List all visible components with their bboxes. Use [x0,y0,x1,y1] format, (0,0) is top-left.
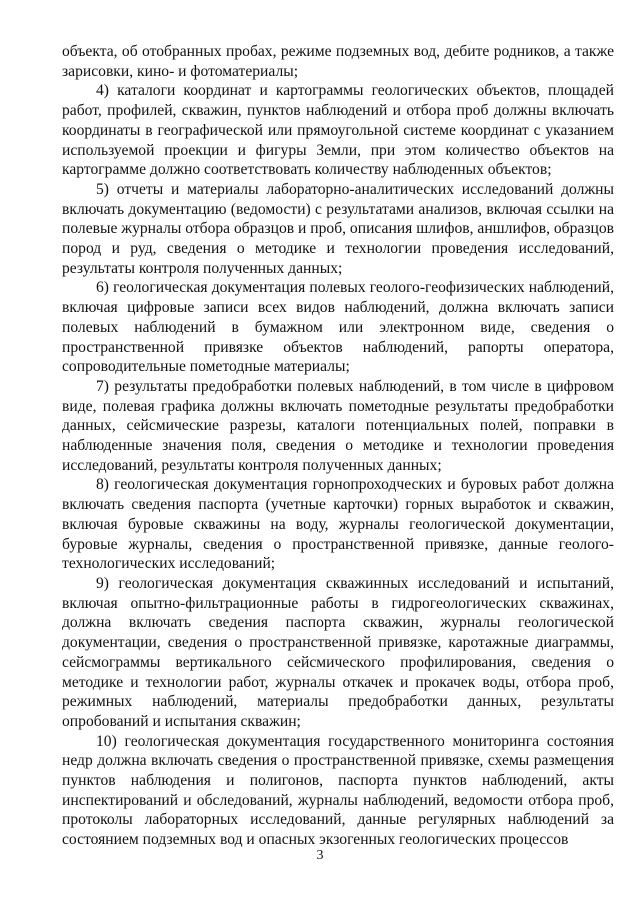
paragraph-item-5: 5) отчеты и материалы лабораторно-аналитических исследований должны включать документацию (ведомости) с результатами анализов, включая ссылки на полевые журналы отбора образцов и проб, описания шлифов, аншлифов, образцов пород и руд, сведения о методике и технологии проведения исследований, результаты контроля полученных данных; [62,180,614,277]
page-number: 3 [316,848,324,863]
paragraph-item-8: 8) геологическая документация горнопроходческих и буровых работ должна включать сведения паспорта (учетные карточки) горных выработок и скважин, включая буровые скважины на воду, журналы геологической документации, буровые журналы, сведения о пространственной привязке, данные геолого-технологических исследований; [62,476,614,573]
paragraph-item-9: 9) геологическая документация скважинных исследований и испытаний, включая опытно-фильтрационные работы в гидрогеологических скважинах, должна включать сведения паспорта скважин, журналы геологической документации, сведения о пространственной привязке, каротажные диаграммы, сейсмограммы вертикального сейсмического профилирования, сведения о методике и технологии работ, журналы откачек и прокачек воды, отбора проб, режимных наблюдений, материалы предобработки данных, результаты опробований и испытания скважин; [62,574,614,730]
paragraph-item-10: 10) геологическая документация государственного мониторинга состояния недр должна включать сведения о пространственной привязке, схемы размещения пунктов наблюдения и полигонов, паспорта пунктов наблюдений, акты инспектирований и обследований, журналы наблюдений, ведомости отбора проб, протоколы лабораторных исследований, данные регулярных наблюдений за состоянием подземных вод и опасных экзогенных геологических процессов [62,732,614,849]
document-body [62,42,614,850]
paragraph-continuation: объекта, об отобранных пробах, режиме подземных вод, дебите родников, а также зарисовки, кино- и фотоматериалы; [62,43,614,80]
paragraph-item-7: 7) результаты предобработки полевых наблюдений, в том числе в цифровом виде, полевая графика должны включать пометодные результаты предобработки данных, сейсмические разрезы, каталоги потенциальных полей, поправки в наблюденные значения поля, сведения о методике и технологии проведения исследований, результаты контроля полученных данных; [62,377,614,474]
paragraph-item-6: 6) геологическая документация полевых геолого-геофизических наблюдений, включая цифровые записи всех видов наблюдений, должна включать записи полевых наблюдений в бумажном или электронном виде, сведения о пространственной привязке объектов наблюдений, рапорты оператора, сопроводительные пометодные материалы; [62,279,614,376]
paragraph-item-4: 4) каталоги координат и картограммы геологических объектов, площадей работ, профилей, скважин, пунктов наблюдений и отбора проб должны включать координаты в географической или прямоугольной системе координат с указанием используемой проекции и фигуры Земли, при этом количество объектов на картограмме должно соответствовать количеству наблюденных объектов; [62,82,614,179]
